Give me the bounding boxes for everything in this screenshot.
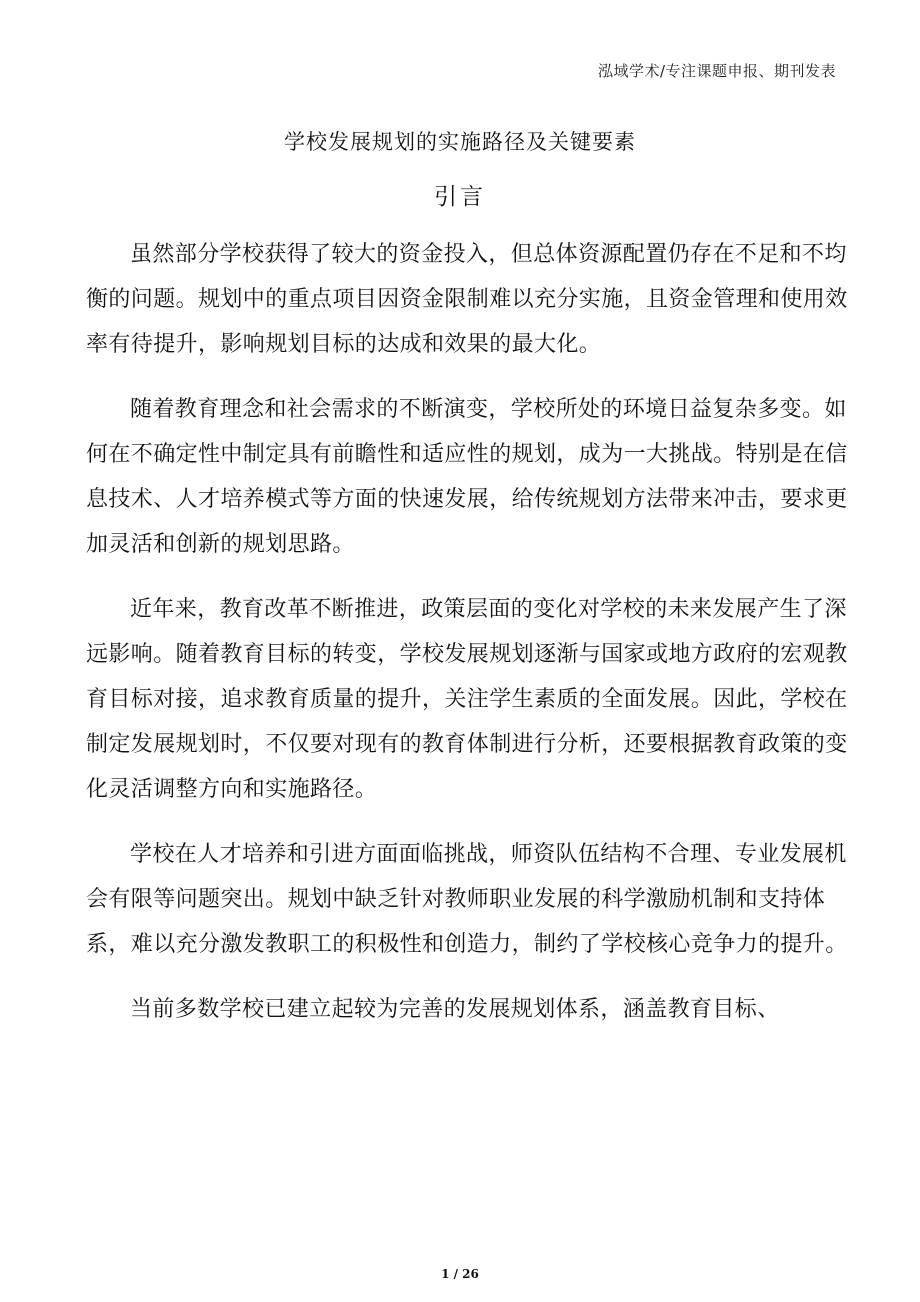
- page-number: 1 / 26: [441, 1267, 479, 1281]
- paragraph: 学校在人才培养和引进方面面临挑战，师资队伍结构不合理、专业发展机会有限等问题突出。规划中缺乏针对教师职业发展的科学激励机制和支持体系，难以充分激发教职工的积极性和创造力，制约了学校核心竞争力的提升。: [86, 842, 848, 957]
- paragraph: 近年来，教育改革不断推进，政策层面的变化对学校的未来发展产生了深远影响。随着教育目标的转变，学校发展规划逐渐与国家或地方政府的宏观教育目标对接，追求教育质量的提升，关注学生素质的全面发展。因此，学校在制定发展规划时，不仅要对现有的教育体制进行分析，还要根据教育政策的变化灵活调整方向和实施路径。: [86, 597, 848, 802]
- document-body: [86, 232, 856, 1052]
- header-note: 泓域学术/专注课题申报、期刊发表: [597, 62, 836, 80]
- section-heading: 引言: [434, 184, 486, 210]
- paragraph: 虽然部分学校获得了较大的资金投入，但总体资源配置仍存在不足和不均衡的问题。规划中的重点项目因资金限制难以充分实施，且资金管理和使用效率有待提升，影响规划目标的达成和效果的最大化。: [86, 242, 848, 357]
- paragraph: 随着教育理念和社会需求的不断演变，学校所处的环境日益复杂多变。如何在不确定性中制定具有前瞻性和适应性的规划，成为一大挑战。特别是在信息技术、人才培养模式等方面的快速发展，给传统规划方法带来冲击，要求更加灵活和创新的规划思路。: [86, 397, 848, 557]
- paragraph: 当前多数学校已建立起较为完善的发展规划体系，涵盖教育目标、: [130, 997, 780, 1022]
- document-title: 学校发展规划的实施路径及关键要素: [284, 130, 636, 154]
